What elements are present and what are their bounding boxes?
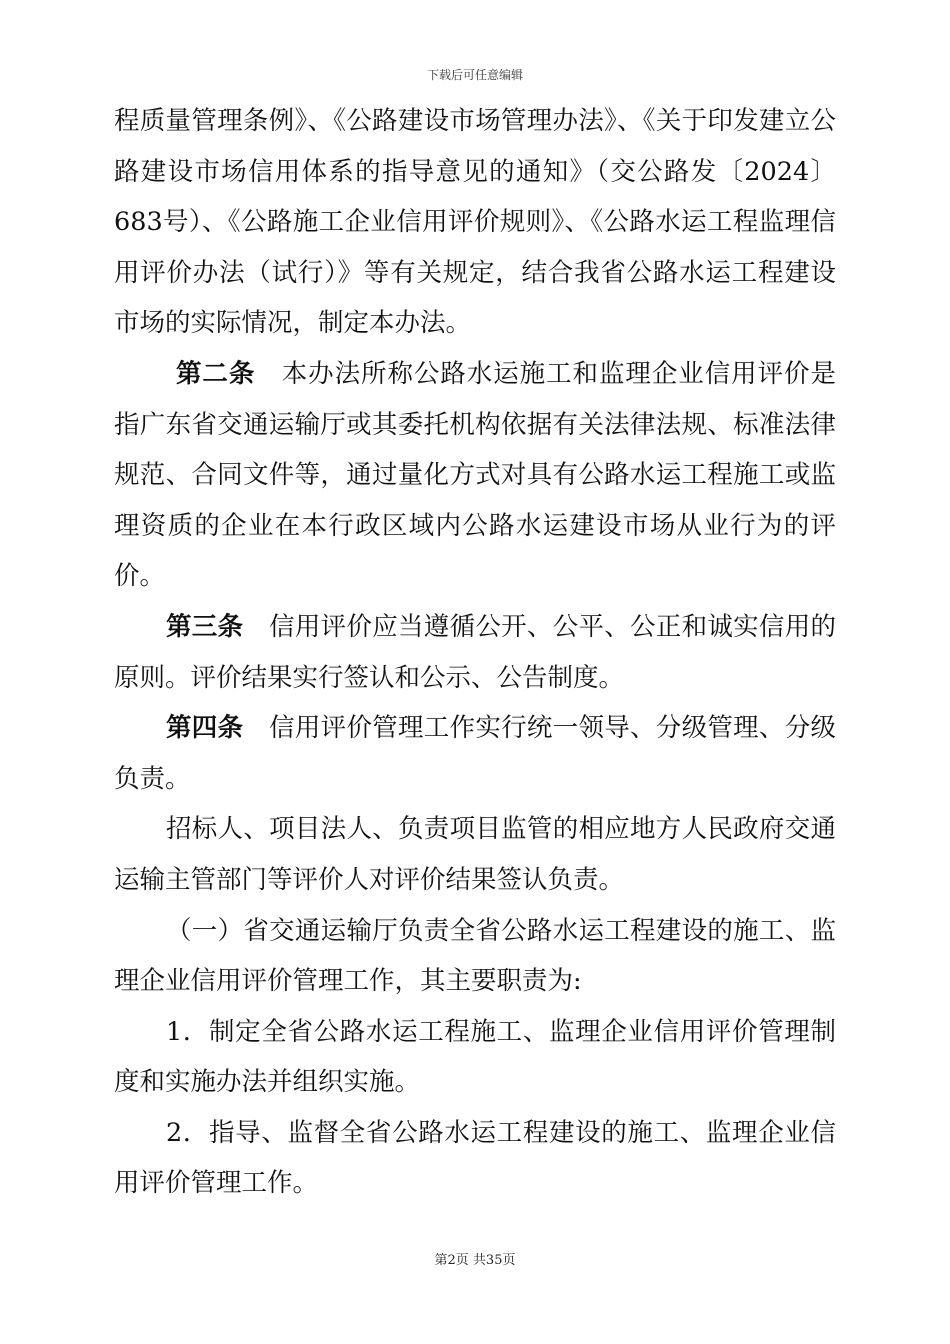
article-2-title: 第二条: [176, 358, 256, 389]
article-3-title: 第三条: [166, 611, 244, 642]
page-header: 下载后可任意编辑: [426, 68, 523, 82]
article-4-title: 第四条: [166, 713, 244, 744]
paragraph-duty-1: 1．制定全省公路水运工程施工、监理企业信用评价管理制度和实施办法并组织实施。: [114, 1016, 836, 1098]
paragraph-duty-2: 2．指导、监督全省公路水运工程建设的施工、监理企业信用评价管理工作。: [114, 1117, 836, 1199]
document-body: [114, 96, 836, 1209]
article-4: [114, 703, 836, 804]
article-2: [114, 349, 836, 602]
article-3-body: 信用评价应当遵循公开、公平、公正和诚实信用的原则。评价结果实行签认和公示、公告制度。: [114, 611, 836, 693]
article-2-body: 本办法所称公路水运施工和监理企业信用评价是指广东省交通运输厅或其委托机构依据有关法律法规、标准法律规范、合同文件等，通过量化方式对具有公路水运工程施工或监理资质的企业在本行政区域内公路水运建设市场从业行为的评价。: [114, 358, 836, 592]
paragraph-continuation: 程质量管理条例》、《公路建设市场管理办法》、《关于印发建立公路建设市场信用体系的指导意见的通知》（交公路发〔2024〕683号）、《公路施工企业信用评价规则》、《公路水运工程监理信用评价办法（试行）》等有关规定，结合我省公路水运工程建设市场的实际情况，制定本办法。: [114, 106, 836, 339]
paragraph-evaluators: 招标人、项目法人、负责项目监管的相应地方人民政府交通运输主管部门等评价人对评价结果签认负责。: [114, 814, 836, 895]
article-3: [114, 602, 836, 703]
paragraph-item-1: （一）省交通运输厅负责全省公路水运工程建设的施工、监理企业信用评价管理工作，其主要职责为:: [114, 915, 836, 997]
page-footer: 第2页 共35页: [434, 1253, 516, 1268]
article-4-body: 信用评价管理工作实行统一领导、分级管理、分级负责。: [114, 713, 836, 794]
